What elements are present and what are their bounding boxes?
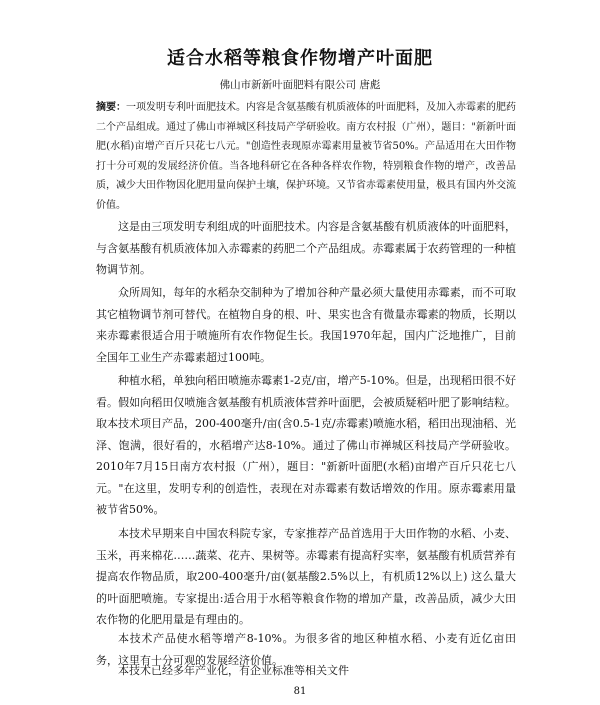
page-number: 81 xyxy=(293,686,307,697)
paragraph-industrialization: 本技术已经多年产业化，有企业标准等相关文件 xyxy=(118,664,349,677)
abstract-label: 摘要： xyxy=(96,102,126,113)
paragraph-expert: 本技术早期来自中国农科院专家，专家推荐产品首选用于大田作物的水稻、小麦、玉米，再来棉花……蔬菜、花卉、果树等。赤霉素有提高籽实率，氨基酸有机质营养有提高农作物品质，取200-400毫升/亩(氨基酸2.5%以上，有机质12%以上) 这么量大的叶面肥喷施。专家提出:适合用于水稻等粮食作物的增加产量，改善品质，减少大田农作物的化肥用量是有理由的。 xyxy=(96,527,516,626)
abstract xyxy=(96,98,516,216)
article-title: 适合水稻等粮食作物增产叶面肥 xyxy=(167,48,433,69)
paragraph-intro: 这是由三项发明专利组成的叶面肥技术。内容是含氨基酸有机质液体的叶面肥料，与含氨基酸有机质液体加入赤霉素的药肥二个产品组成。赤霉素属于农药管理的一种植物调节剂。 xyxy=(96,220,516,276)
abstract-text: 一项发明专利叶面肥技术。内容是含氨基酸有机质液体的叶面肥料，及加入赤霉素的肥药二个产品组成。通过了佛山市禅城区科技局产学研验收。南方农村报（广州），题目："新新叶面肥(水稻)亩增产百斤只花七八元。"创造性表现原赤霉素用量被节省50%。产品适用在大田作物打十分可观的发展经济价值。当各地科研它在各种各样农作物，特别粮食作物的增产，改善品质，减少大田作物因化肥用量向保护土壤，保护环境。又节省赤霉素使用量，极具有国内外交流价值。 xyxy=(96,102,516,211)
author-line: 佛山市新新叶面肥料有限公司 唐彪 xyxy=(219,79,381,91)
paragraph-results: 种植水稻，单独向稻田喷施赤霉素1-2克/亩，增产5-10%。但是，出现稻田很不好看。假如向稻田仅喷施含氨基酸有机质液体营养叶面肥，会被质疑稻叶肥了影响结粒。取本技术项目产品，200-400毫升/亩(含0.5-1克/赤霉素)喷施水稻，稻田出现油稻、光泽、饱满，很好看的，水稻增产达8-10%。通过了佛山市禅城区科技局产学研验收。2010年7月15日南方农村报（广州），题目："新新叶面肥(水稻)亩增产百斤只花七八元。"在这里，发明专利的创造性，表现在对赤霉素有数话增效的作用。原赤霉素用量被节省50%。 xyxy=(96,374,516,516)
paragraph-value: 本技术产品使水稻等增产8-10%。为很多省的地区种植水稻、小麦有近亿亩田务，这里有十分可观的发展经济价值。 xyxy=(96,632,516,667)
paragraph-background: 众所周知，每年的水稻杂交制种为了增加谷种产量必须大量使用赤霉素，而不可取其它植物调节剂可替代。在植物自身的根、叶、果实也含有微量赤霉素的物质，长期以来赤霉素很适合用于喷施所有农作物促生长。我国1970年起，国内广泛地推广，目前全国年工业生产赤霉素超过100吨。 xyxy=(96,286,516,364)
